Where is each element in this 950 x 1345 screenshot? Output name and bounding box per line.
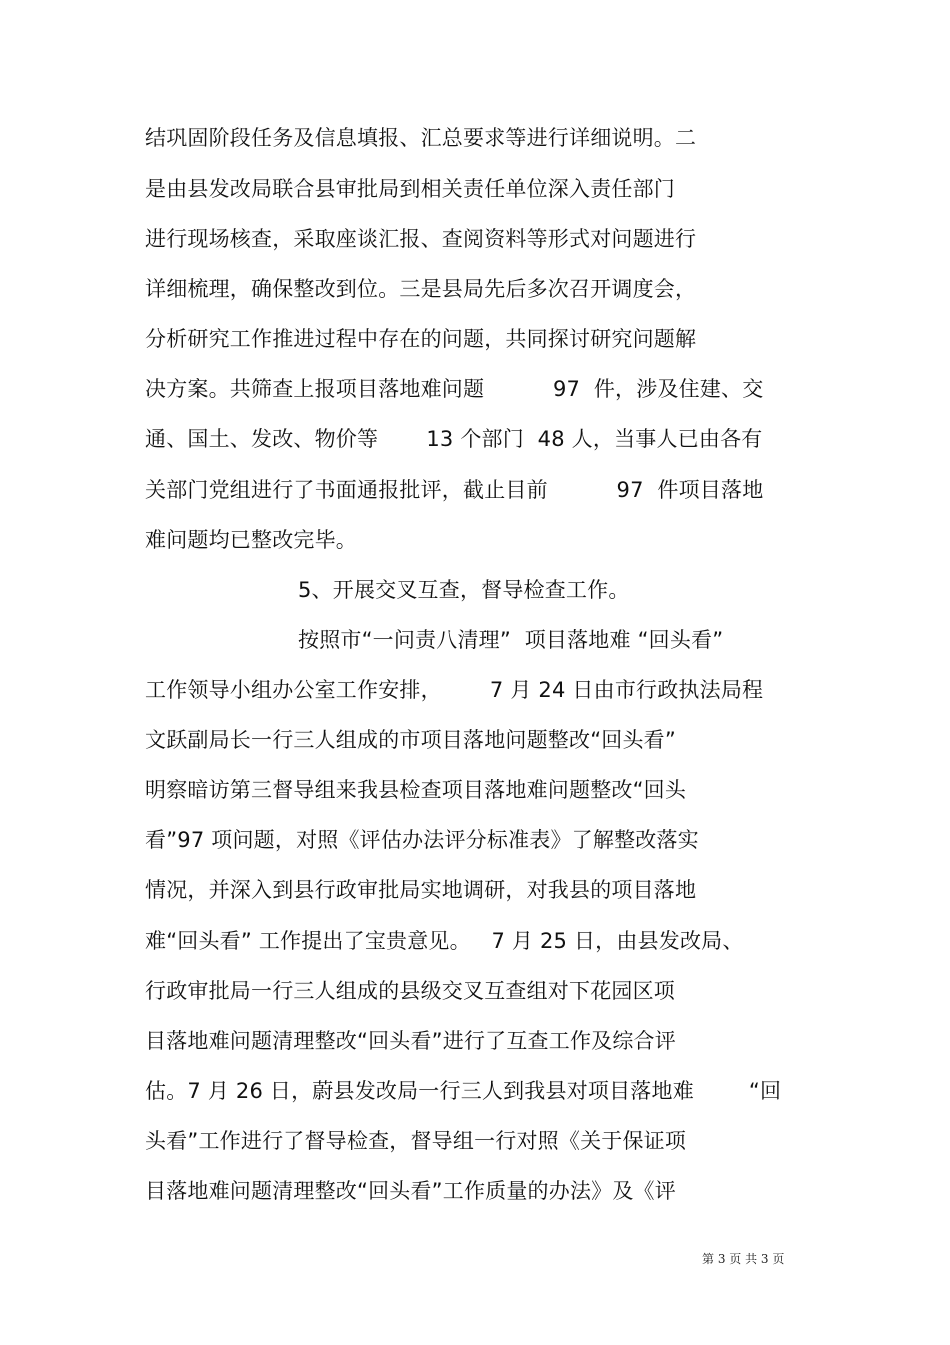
body-line-17: 难“回头看” 工作提出了宝贵意见。 7 月 25 日，由县发改局、 bbox=[145, 929, 744, 953]
body-line-5: 分析研究工作推进过程中存在的问题，共同探讨研究问题解 bbox=[145, 327, 697, 351]
body-line-3: 进行现场核查，采取座谈汇报、查阅资料等形式对问题进行 bbox=[145, 227, 697, 251]
body-line-8: 关部门党组进行了书面通报批评，截止目前 97 件项目落地 bbox=[145, 478, 764, 502]
body-line-15: 看”97 项问题，对照《评估办法评分标准表》了解整改落实 bbox=[145, 828, 699, 852]
page-number-footer: 第 3 页 共 3 页 bbox=[702, 1252, 785, 1266]
paragraph-start-line: 按照市“一问责八清理” 项目落地难 “回头看” bbox=[298, 628, 724, 652]
body-line-1: 结巩固阶段任务及信息填报、汇总要求等进行详细说明。二 bbox=[145, 126, 697, 150]
body-line-7: 通、国土、发改、物价等 13 个部门 48 人，当事人已由各有 bbox=[145, 427, 763, 451]
section-heading: 5、开展交叉互查，督导检查工作。 bbox=[298, 578, 630, 602]
body-line-16: 情况，并深入到县行政审批局实地调研，对我县的项目落地 bbox=[145, 878, 697, 902]
body-line-2: 是由县发改局联合县审批局到相关责任单位深入责任部门 bbox=[145, 177, 675, 201]
body-line-19: 目落地难问题清理整改“回头看”进行了互查工作及综合评 bbox=[145, 1029, 676, 1053]
body-line-12: 工作领导小组办公室工作安排， 7 月 24 日由市行政执法局程 bbox=[145, 678, 764, 702]
body-line-14: 明察暗访第三督导组来我县检查项目落地难问题整改“回头 bbox=[145, 778, 687, 802]
body-line-20: 估。7 月 26 日，蔚县发改局一行三人到我县对项目落地难 “回 bbox=[145, 1079, 782, 1103]
body-line-6: 决方案。共筛查上报项目落地难问题 97 件，涉及住建、交 bbox=[145, 377, 764, 401]
body-line-13: 文跃副局长一行三人组成的市项目落地问题整改“回头看” bbox=[145, 728, 676, 752]
body-line-4: 详细梳理，确保整改到位。三是县局先后多次召开调度会， bbox=[145, 277, 697, 301]
body-line-18: 行政审批局一行三人组成的县级交叉互查组对下花园区项 bbox=[145, 979, 675, 1003]
body-line-21: 头看”工作进行了督导检查，督导组一行对照《关于保证项 bbox=[145, 1129, 687, 1153]
body-line-22: 目落地难问题清理整改“回头看”工作质量的办法》及《评 bbox=[145, 1179, 676, 1203]
body-line-9: 难问题均已整改完毕。 bbox=[145, 528, 357, 552]
